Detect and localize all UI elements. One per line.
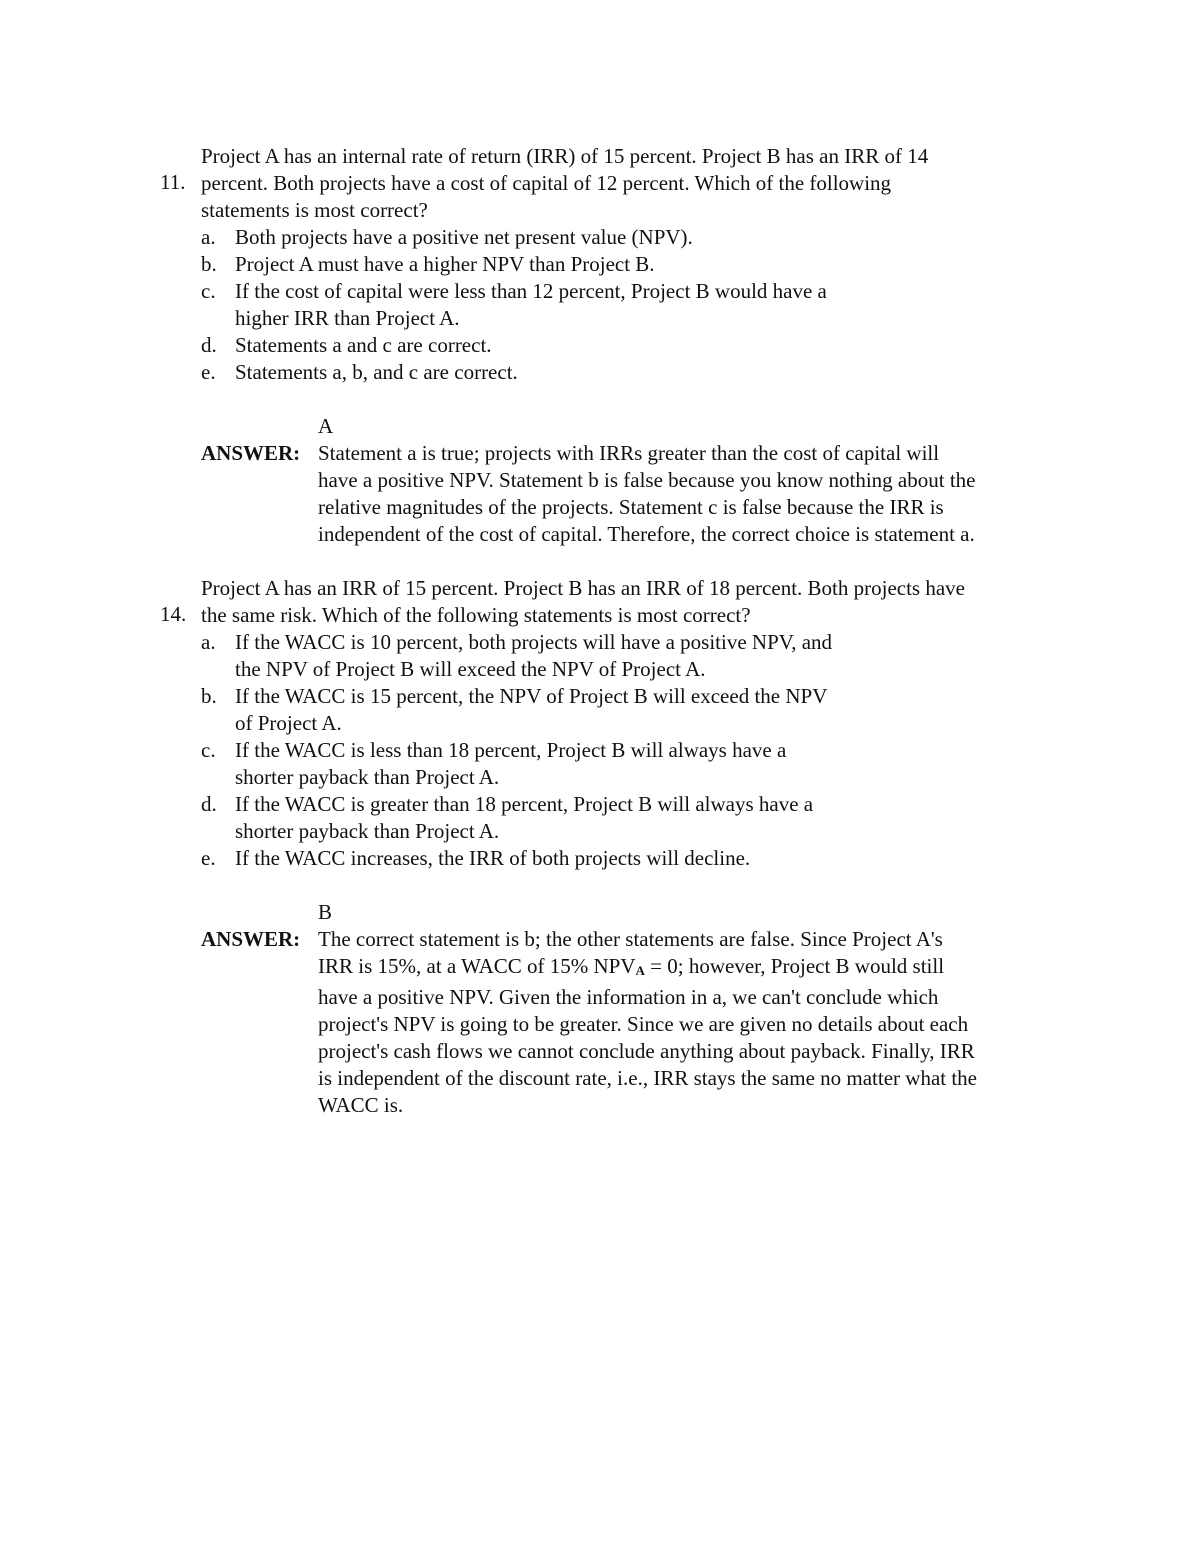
option-text: If the WACC is 15 percent, the NPV of Project B will exceed the NPV of Project A. [235,684,828,735]
answer-label: ANSWER: [201,927,301,951]
option-text: If the cost of capital were less than 12 percent, Project B would have a higher IRR than Project A. [235,279,827,330]
question-stem-row [160,575,1080,629]
option-letter: a. [201,630,216,654]
option-b [160,683,1080,737]
option-text: Statements a, b, and c are correct. [235,360,518,384]
answer-explanation: Statement a is true; projects with IRRs greater than the cost of capital will have a positive NPV. Statement b is false because you know nothing about the relative magnitudes of the projects. Statement c is false because the IRR is independent of the cost of capital. Therefore, the correct choice is statement a. [318,441,976,546]
option-letter: e. [201,846,216,870]
npv-subscript: A [635,963,645,978]
option-letter: d. [201,333,217,357]
option-letter: a. [201,225,216,249]
answer-letter: B [318,900,333,924]
option-c [160,737,1080,791]
option-e [160,845,1080,872]
answer-block [160,413,1080,548]
answer-explanation [318,926,1080,1119]
option-letter: e. [201,360,216,384]
option-d [160,791,1080,845]
option-text: If the WACC is less than 18 percent, Project B will always have a shorter payback than Project A. [235,738,787,789]
option-c [160,278,1080,332]
question-14 [160,575,1080,1119]
answer-row [160,926,1080,1119]
option-d [160,332,1080,359]
question-stem-row [160,143,1080,224]
answer-label: ANSWER: [201,441,301,465]
question-11 [160,143,1080,548]
option-list [160,629,1080,872]
option-letter: c. [201,279,216,303]
answer-row [160,440,1080,548]
answer-text-part-2: = 0; however, Project B would still have a positive NPV. Given the information in a, we can't conclude which project's NPV is going to be greater. Since we are given no details about each project's cash flows we cannot conclude anything about payback. Finally, IRR is independent of the discount rate, i.e., IRR stays the same no matter what the WACC is. [318,954,977,1117]
answer-letter: A [318,414,334,438]
option-text: If the WACC is greater than 18 percent, Project B will always have a shorter payback than Project A. [235,792,814,843]
question-number: 14. [160,602,187,626]
option-b [160,251,1080,278]
option-letter: d. [201,792,217,816]
option-text: If the WACC is 10 percent, both projects will have a positive NPV, and the NPV of Project B will exceed the NPV of Project A. [235,630,833,681]
option-text: If the WACC increases, the IRR of both projects will decline. [235,846,751,870]
option-a [160,224,1080,251]
question-stem: Project A has an IRR of 15 percent. Project B has an IRR of 18 percent. Both projects have the same risk. Which of the following statements is most correct? [201,576,965,627]
option-text: Both projects have a positive net present value (NPV). [235,225,693,249]
option-letter: b. [201,684,217,708]
option-text: Statements a and c are correct. [235,333,492,357]
question-stem: Project A has an internal rate of return (IRR) of 15 percent. Project B has an IRR of 14 percent. Both projects have a cost of capital of 12 percent. Which of the following statements is most correct? [201,144,929,222]
option-letter: b. [201,252,217,276]
option-letter: c. [201,738,216,762]
answer-text-part-1: The correct statement is b; the other statements are false. Since Project A's IRR is 15%, at a WACC of 15% NPV [318,927,943,978]
option-text: Project A must have a higher NPV than Project B. [235,252,655,276]
option-a [160,629,1080,683]
question-number: 11. [160,170,186,194]
option-e [160,359,1080,386]
answer-block [160,899,1080,1119]
option-list [160,224,1080,386]
